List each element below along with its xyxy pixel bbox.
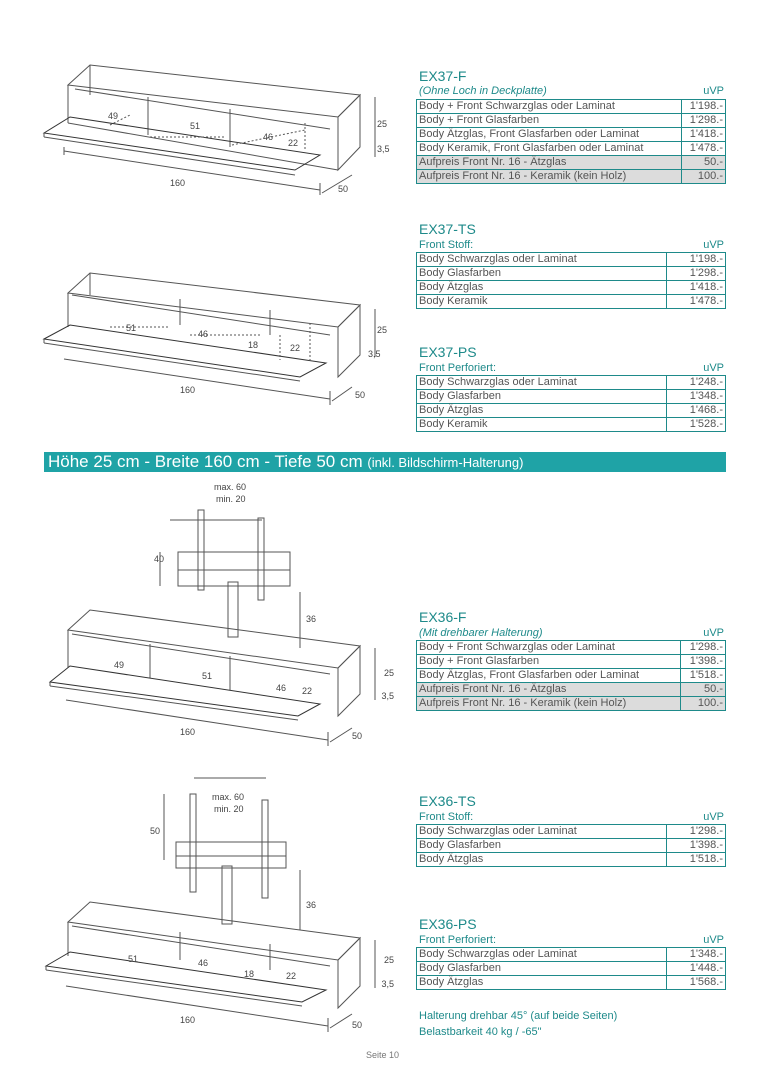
table-row: [417, 404, 726, 418]
dim-label: 3,5: [377, 144, 390, 154]
drawing-ex36-ts: [30, 770, 400, 1035]
row-price: 1'478.-: [667, 295, 726, 309]
table-row: [417, 170, 726, 184]
row-label: Body Schwarzglas oder Laminat: [417, 825, 667, 839]
dim-label: 22: [290, 343, 301, 353]
dim-label: 160: [180, 385, 196, 395]
price-table: [416, 824, 726, 867]
model-title: EX37-TS: [419, 221, 476, 237]
row-label: Body Keramik: [417, 295, 667, 309]
row-label: Body Glasfarben: [417, 839, 667, 853]
row-price: 1'468.-: [667, 404, 726, 418]
row-price: 1'348.-: [667, 390, 726, 404]
row-label: Body + Front Schwarzglas oder Laminat: [417, 100, 682, 114]
row-label: Aufpreis Front Nr. 16 - Keramik (kein Holz): [417, 170, 682, 184]
row-label: Body Glasfarben: [417, 962, 667, 976]
dim-label: 36: [306, 900, 317, 910]
dim-label: 46: [263, 132, 274, 142]
table-row: [417, 253, 726, 267]
row-label: Body Ätzglas: [417, 404, 667, 418]
dim-label: 50: [150, 826, 161, 836]
row-price: 1'398.-: [667, 839, 726, 853]
row-price: 100.-: [681, 170, 725, 184]
dim-label: 22: [288, 138, 299, 148]
row-price: 1'348.-: [667, 948, 726, 962]
table-row: [417, 641, 726, 655]
dim-label: 50: [355, 390, 366, 400]
row-price: 1'298.-: [667, 825, 726, 839]
model-title: EX37-PS: [419, 344, 477, 360]
uvp-header: uVP: [703, 85, 724, 97]
table-row: [417, 418, 726, 432]
row-label: Body Glasfarben: [417, 267, 667, 281]
uvp-header: uVP: [703, 362, 724, 374]
dim-label: 22: [302, 686, 313, 696]
price-table: [416, 375, 726, 432]
row-price: 1'528.-: [667, 418, 726, 432]
dim-label: 160: [170, 178, 186, 188]
row-label: Body Ätzglas, Front Glasfarben oder Laminat: [417, 128, 682, 142]
dim-label: 46: [198, 329, 209, 339]
row-label: Body + Front Glasfarben: [417, 655, 681, 669]
row-price: 1'198.-: [681, 100, 725, 114]
table-row: [417, 976, 726, 990]
row-label: Body Keramik: [417, 418, 667, 432]
table-row: [417, 100, 726, 114]
dim-label: 3,5: [381, 691, 394, 701]
table-row: [417, 948, 726, 962]
model-subtitle: Front Perforiert:: [419, 934, 497, 946]
dim-label: 49: [114, 660, 125, 670]
page-number: Seite 10: [366, 1050, 400, 1060]
dim-label: max. 60: [212, 792, 245, 802]
dim-label: 50: [352, 1020, 363, 1030]
row-price: 50.-: [681, 683, 726, 697]
row-label: Body + Front Glasfarben: [417, 114, 682, 128]
model-title: EX36-PS: [419, 916, 477, 932]
drawing-ex37-f: [30, 55, 400, 215]
row-price: 1'518.-: [667, 853, 726, 867]
model-subtitle: Front Stoff:: [419, 811, 474, 823]
dim-label: 25: [377, 325, 388, 335]
row-label: Body Keramik, Front Glasfarben oder Laminat: [417, 142, 682, 156]
table-row: [417, 697, 726, 711]
table-row: [417, 669, 726, 683]
table-row: [417, 376, 726, 390]
table-row: [417, 156, 726, 170]
uvp-header: uVP: [703, 627, 724, 639]
dim-label: 18: [248, 340, 259, 350]
dim-label: 3,5: [381, 979, 394, 989]
price-table: [416, 947, 726, 990]
banner-main: Höhe 25 cm - Breite 160 cm - Tiefe 50 cm: [48, 452, 363, 471]
row-price: 1'248.-: [667, 376, 726, 390]
row-label: Body Ätzglas, Front Glasfarben oder Laminat: [417, 669, 681, 683]
table-row: [417, 114, 726, 128]
uvp-header: uVP: [703, 934, 724, 946]
dim-label: 22: [286, 971, 297, 981]
row-price: 100.-: [681, 697, 726, 711]
table-row: [417, 128, 726, 142]
note-line: Halterung drehbar 45° (auf beide Seiten): [419, 1010, 618, 1022]
row-label: Aufpreis Front Nr. 16 - Ätzglas: [417, 683, 681, 697]
model-subtitle: (Ohne Loch in Deckplatte): [419, 85, 547, 97]
dim-label: 25: [383, 668, 394, 678]
dim-label: 36: [306, 614, 317, 624]
table-row: [417, 267, 726, 281]
table-row: [417, 683, 726, 697]
row-label: Body Ätzglas: [417, 281, 667, 295]
row-label: Body Schwarzglas oder Laminat: [417, 376, 667, 390]
dim-label: min. 20: [216, 494, 246, 504]
row-label: Body Ätzglas: [417, 853, 667, 867]
dim-label: min. 20: [214, 804, 244, 814]
drawing-ex36-f: [30, 478, 400, 748]
row-price: 1'568.-: [667, 976, 726, 990]
dim-label: 51: [190, 121, 201, 131]
row-price: 1'298.-: [667, 267, 726, 281]
table-row: [417, 825, 726, 839]
model-title: EX36-TS: [419, 793, 476, 809]
model-subtitle: (Mit drehbarer Halterung): [419, 627, 543, 639]
dim-label: 51: [126, 323, 137, 333]
price-table: [416, 99, 726, 184]
dim-label: 3,5: [368, 349, 381, 359]
row-price: 1'198.-: [667, 253, 726, 267]
row-label: Aufpreis Front Nr. 16 - Ätzglas: [417, 156, 682, 170]
row-price: 1'448.-: [667, 962, 726, 976]
dim-label: 160: [180, 727, 196, 737]
row-label: Body Ätzglas: [417, 976, 667, 990]
dim-label: 25: [383, 955, 394, 965]
table-row: [417, 142, 726, 156]
drawing-ex37-ts: [30, 265, 400, 415]
mount-note: [419, 1008, 617, 1040]
row-price: 1'298.-: [681, 114, 725, 128]
row-label: Body Schwarzglas oder Laminat: [417, 948, 667, 962]
note-line: Belastbarkeit 40 kg / -65": [419, 1026, 542, 1038]
price-table: [416, 640, 726, 711]
dim-label: 49: [108, 111, 119, 121]
table-row: [417, 853, 726, 867]
table-row: [417, 281, 726, 295]
row-price: 1'298.-: [681, 641, 726, 655]
table-row: [417, 390, 726, 404]
model-subtitle: Front Perforiert:: [419, 362, 497, 374]
model-title: EX37-F: [419, 68, 467, 84]
dim-label: 51: [202, 671, 213, 681]
row-label: Body Schwarzglas oder Laminat: [417, 253, 667, 267]
table-row: [417, 655, 726, 669]
row-price: 50.-: [681, 156, 725, 170]
dim-label: max. 60: [214, 482, 247, 492]
row-label: Aufpreis Front Nr. 16 - Keramik (kein Holz): [417, 697, 681, 711]
row-label: Body Glasfarben: [417, 390, 667, 404]
model-title: EX36-F: [419, 609, 467, 625]
dim-label: 51: [128, 954, 139, 964]
dim-label: 50: [352, 731, 363, 741]
dim-label: 50: [338, 184, 349, 194]
dim-label: 160: [180, 1015, 196, 1025]
dimensions-banner: [44, 452, 726, 472]
model-subtitle: Front Stoff:: [419, 239, 474, 251]
uvp-header: uVP: [703, 239, 724, 251]
row-price: 1'518.-: [681, 669, 726, 683]
uvp-header: uVP: [703, 811, 724, 823]
row-price: 1'398.-: [681, 655, 726, 669]
dim-label: 46: [276, 683, 287, 693]
dim-label: 25: [377, 119, 388, 129]
dim-label: 46: [198, 958, 209, 968]
table-row: [417, 962, 726, 976]
banner-note: (inkl. Bildschirm-Halterung): [367, 455, 524, 470]
row-price: 1'418.-: [681, 128, 725, 142]
table-row: [417, 295, 726, 309]
row-price: 1'418.-: [667, 281, 726, 295]
row-label: Body + Front Schwarzglas oder Laminat: [417, 641, 681, 655]
dim-label: 18: [244, 969, 255, 979]
row-price: 1'478.-: [681, 142, 725, 156]
table-row: [417, 839, 726, 853]
dim-label: 40: [154, 554, 165, 564]
price-table: [416, 252, 726, 309]
